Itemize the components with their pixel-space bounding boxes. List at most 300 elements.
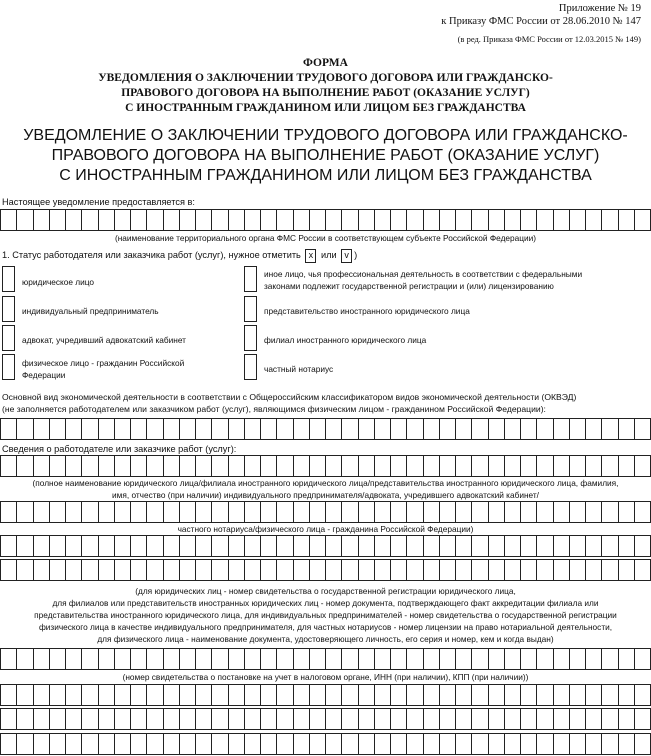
- char-cell[interactable]: [471, 455, 487, 477]
- char-cell[interactable]: [81, 535, 97, 557]
- char-cell[interactable]: [601, 418, 617, 440]
- char-cell[interactable]: [211, 501, 227, 523]
- char-cell[interactable]: [0, 648, 16, 670]
- char-cell[interactable]: [293, 535, 309, 557]
- char-cell[interactable]: [260, 708, 276, 730]
- char-cell[interactable]: [504, 455, 520, 477]
- char-cell[interactable]: [211, 559, 227, 581]
- char-cell[interactable]: [276, 733, 292, 755]
- char-cell[interactable]: [520, 559, 536, 581]
- char-cell[interactable]: [179, 455, 195, 477]
- char-cell[interactable]: [98, 733, 114, 755]
- char-cell[interactable]: [309, 535, 325, 557]
- char-cell[interactable]: [520, 684, 536, 706]
- char-cell[interactable]: [228, 684, 244, 706]
- char-cell[interactable]: [618, 559, 634, 581]
- char-cell[interactable]: [520, 733, 536, 755]
- char-cell[interactable]: [358, 418, 374, 440]
- checkbox-individual-entrepreneur[interactable]: [2, 296, 15, 322]
- char-cell[interactable]: [374, 684, 390, 706]
- char-cell[interactable]: [33, 684, 49, 706]
- char-cell[interactable]: [341, 559, 357, 581]
- char-cell[interactable]: [16, 733, 32, 755]
- char-cell[interactable]: [0, 535, 16, 557]
- char-cell[interactable]: [65, 501, 81, 523]
- char-cell[interactable]: [520, 455, 536, 477]
- char-cell[interactable]: [81, 418, 97, 440]
- char-cell[interactable]: [390, 501, 406, 523]
- employer-name-input-3[interactable]: [0, 535, 651, 557]
- char-cell[interactable]: [488, 501, 504, 523]
- char-cell[interactable]: [406, 559, 422, 581]
- registration-input-2[interactable]: [0, 648, 651, 670]
- char-cell[interactable]: [358, 648, 374, 670]
- char-cell[interactable]: [0, 684, 16, 706]
- char-cell[interactable]: [406, 455, 422, 477]
- char-cell[interactable]: [0, 418, 16, 440]
- checkbox-lawyer[interactable]: [2, 325, 15, 351]
- char-cell[interactable]: [244, 501, 260, 523]
- char-cell[interactable]: [260, 648, 276, 670]
- char-cell[interactable]: [390, 684, 406, 706]
- tax-input-1[interactable]: [0, 684, 651, 706]
- char-cell[interactable]: [309, 501, 325, 523]
- char-cell[interactable]: [49, 708, 65, 730]
- char-cell[interactable]: [406, 648, 422, 670]
- char-cell[interactable]: [276, 455, 292, 477]
- char-cell[interactable]: [163, 535, 179, 557]
- char-cell[interactable]: [358, 559, 374, 581]
- char-cell[interactable]: [553, 455, 569, 477]
- char-cell[interactable]: [309, 684, 325, 706]
- char-cell[interactable]: [553, 648, 569, 670]
- char-cell[interactable]: [439, 455, 455, 477]
- char-cell[interactable]: [553, 418, 569, 440]
- char-cell[interactable]: [374, 733, 390, 755]
- char-cell[interactable]: [49, 535, 65, 557]
- char-cell[interactable]: [81, 209, 97, 231]
- char-cell[interactable]: [390, 209, 406, 231]
- char-cell[interactable]: [471, 684, 487, 706]
- char-cell[interactable]: [244, 418, 260, 440]
- char-cell[interactable]: [276, 648, 292, 670]
- char-cell[interactable]: [423, 648, 439, 670]
- char-cell[interactable]: [179, 418, 195, 440]
- char-cell[interactable]: [16, 535, 32, 557]
- char-cell[interactable]: [49, 648, 65, 670]
- char-cell[interactable]: [146, 418, 162, 440]
- char-cell[interactable]: [504, 559, 520, 581]
- char-cell[interactable]: [585, 648, 601, 670]
- char-cell[interactable]: [195, 501, 211, 523]
- char-cell[interactable]: [488, 559, 504, 581]
- char-cell[interactable]: [634, 209, 651, 231]
- checkbox-notary[interactable]: [244, 354, 257, 380]
- char-cell[interactable]: [488, 418, 504, 440]
- char-cell[interactable]: [374, 418, 390, 440]
- char-cell[interactable]: [244, 535, 260, 557]
- char-cell[interactable]: [33, 535, 49, 557]
- char-cell[interactable]: [276, 708, 292, 730]
- char-cell[interactable]: [130, 418, 146, 440]
- char-cell[interactable]: [618, 648, 634, 670]
- char-cell[interactable]: [163, 501, 179, 523]
- char-cell[interactable]: [618, 535, 634, 557]
- char-cell[interactable]: [0, 455, 16, 477]
- char-cell[interactable]: [16, 501, 32, 523]
- char-cell[interactable]: [439, 708, 455, 730]
- char-cell[interactable]: [114, 733, 130, 755]
- char-cell[interactable]: [455, 501, 471, 523]
- char-cell[interactable]: [49, 559, 65, 581]
- char-cell[interactable]: [634, 559, 651, 581]
- char-cell[interactable]: [504, 708, 520, 730]
- char-cell[interactable]: [374, 535, 390, 557]
- char-cell[interactable]: [585, 733, 601, 755]
- checkbox-other-person[interactable]: [244, 266, 257, 292]
- char-cell[interactable]: [553, 708, 569, 730]
- char-cell[interactable]: [553, 559, 569, 581]
- char-cell[interactable]: [439, 648, 455, 670]
- char-cell[interactable]: [471, 708, 487, 730]
- char-cell[interactable]: [423, 535, 439, 557]
- char-cell[interactable]: [520, 501, 536, 523]
- char-cell[interactable]: [98, 501, 114, 523]
- char-cell[interactable]: [163, 684, 179, 706]
- char-cell[interactable]: [553, 684, 569, 706]
- char-cell[interactable]: [16, 559, 32, 581]
- char-cell[interactable]: [179, 733, 195, 755]
- char-cell[interactable]: [341, 648, 357, 670]
- char-cell[interactable]: [244, 708, 260, 730]
- char-cell[interactable]: [423, 684, 439, 706]
- char-cell[interactable]: [195, 455, 211, 477]
- char-cell[interactable]: [390, 559, 406, 581]
- char-cell[interactable]: [33, 733, 49, 755]
- char-cell[interactable]: [634, 708, 651, 730]
- char-cell[interactable]: [98, 559, 114, 581]
- char-cell[interactable]: [260, 209, 276, 231]
- registration-input-1[interactable]: [0, 559, 651, 581]
- char-cell[interactable]: [65, 733, 81, 755]
- char-cell[interactable]: [228, 418, 244, 440]
- char-cell[interactable]: [293, 708, 309, 730]
- char-cell[interactable]: [325, 418, 341, 440]
- char-cell[interactable]: [374, 501, 390, 523]
- char-cell[interactable]: [488, 733, 504, 755]
- char-cell[interactable]: [585, 535, 601, 557]
- char-cell[interactable]: [358, 455, 374, 477]
- char-cell[interactable]: [130, 559, 146, 581]
- char-cell[interactable]: [211, 209, 227, 231]
- char-cell[interactable]: [130, 708, 146, 730]
- char-cell[interactable]: [309, 648, 325, 670]
- char-cell[interactable]: [325, 559, 341, 581]
- checkbox-individual-citizen[interactable]: [2, 354, 15, 380]
- char-cell[interactable]: [81, 708, 97, 730]
- char-cell[interactable]: [98, 455, 114, 477]
- char-cell[interactable]: [536, 648, 552, 670]
- char-cell[interactable]: [585, 418, 601, 440]
- char-cell[interactable]: [49, 733, 65, 755]
- char-cell[interactable]: [406, 418, 422, 440]
- char-cell[interactable]: [163, 418, 179, 440]
- char-cell[interactable]: [325, 501, 341, 523]
- char-cell[interactable]: [390, 708, 406, 730]
- char-cell[interactable]: [244, 684, 260, 706]
- char-cell[interactable]: [16, 684, 32, 706]
- char-cell[interactable]: [146, 708, 162, 730]
- char-cell[interactable]: [228, 501, 244, 523]
- char-cell[interactable]: [81, 455, 97, 477]
- char-cell[interactable]: [390, 455, 406, 477]
- char-cell[interactable]: [195, 708, 211, 730]
- char-cell[interactable]: [114, 684, 130, 706]
- char-cell[interactable]: [601, 684, 617, 706]
- char-cell[interactable]: [260, 535, 276, 557]
- char-cell[interactable]: [195, 684, 211, 706]
- char-cell[interactable]: [585, 501, 601, 523]
- employer-name-input-2[interactable]: [0, 501, 651, 523]
- char-cell[interactable]: [439, 684, 455, 706]
- char-cell[interactable]: [569, 684, 585, 706]
- char-cell[interactable]: [81, 684, 97, 706]
- char-cell[interactable]: [163, 733, 179, 755]
- char-cell[interactable]: [341, 418, 357, 440]
- char-cell[interactable]: [390, 733, 406, 755]
- char-cell[interactable]: [374, 559, 390, 581]
- char-cell[interactable]: [309, 559, 325, 581]
- char-cell[interactable]: [195, 559, 211, 581]
- char-cell[interactable]: [146, 648, 162, 670]
- territorial-organ-input[interactable]: [0, 209, 651, 231]
- char-cell[interactable]: [211, 733, 227, 755]
- char-cell[interactable]: [33, 418, 49, 440]
- char-cell[interactable]: [536, 684, 552, 706]
- char-cell[interactable]: [0, 559, 16, 581]
- char-cell[interactable]: [358, 209, 374, 231]
- char-cell[interactable]: [98, 708, 114, 730]
- char-cell[interactable]: [16, 455, 32, 477]
- char-cell[interactable]: [423, 209, 439, 231]
- char-cell[interactable]: [536, 708, 552, 730]
- char-cell[interactable]: [520, 535, 536, 557]
- char-cell[interactable]: [585, 708, 601, 730]
- char-cell[interactable]: [634, 455, 651, 477]
- char-cell[interactable]: [179, 209, 195, 231]
- char-cell[interactable]: [585, 209, 601, 231]
- char-cell[interactable]: [634, 648, 651, 670]
- char-cell[interactable]: [260, 684, 276, 706]
- char-cell[interactable]: [49, 684, 65, 706]
- char-cell[interactable]: [0, 209, 16, 231]
- char-cell[interactable]: [601, 455, 617, 477]
- char-cell[interactable]: [406, 501, 422, 523]
- char-cell[interactable]: [455, 733, 471, 755]
- char-cell[interactable]: [374, 455, 390, 477]
- char-cell[interactable]: [244, 648, 260, 670]
- char-cell[interactable]: [471, 559, 487, 581]
- char-cell[interactable]: [455, 209, 471, 231]
- char-cell[interactable]: [98, 648, 114, 670]
- char-cell[interactable]: [293, 648, 309, 670]
- char-cell[interactable]: [211, 648, 227, 670]
- char-cell[interactable]: [341, 501, 357, 523]
- char-cell[interactable]: [423, 733, 439, 755]
- char-cell[interactable]: [406, 535, 422, 557]
- char-cell[interactable]: [471, 501, 487, 523]
- char-cell[interactable]: [536, 733, 552, 755]
- char-cell[interactable]: [244, 559, 260, 581]
- char-cell[interactable]: [520, 648, 536, 670]
- char-cell[interactable]: [65, 684, 81, 706]
- char-cell[interactable]: [471, 648, 487, 670]
- char-cell[interactable]: [211, 535, 227, 557]
- char-cell[interactable]: [601, 559, 617, 581]
- char-cell[interactable]: [520, 708, 536, 730]
- char-cell[interactable]: [504, 535, 520, 557]
- char-cell[interactable]: [98, 535, 114, 557]
- char-cell[interactable]: [81, 648, 97, 670]
- char-cell[interactable]: [276, 501, 292, 523]
- char-cell[interactable]: [309, 209, 325, 231]
- char-cell[interactable]: [114, 209, 130, 231]
- char-cell[interactable]: [536, 559, 552, 581]
- char-cell[interactable]: [618, 684, 634, 706]
- char-cell[interactable]: [276, 559, 292, 581]
- char-cell[interactable]: [618, 708, 634, 730]
- char-cell[interactable]: [163, 455, 179, 477]
- char-cell[interactable]: [244, 455, 260, 477]
- char-cell[interactable]: [33, 501, 49, 523]
- char-cell[interactable]: [65, 455, 81, 477]
- char-cell[interactable]: [553, 209, 569, 231]
- char-cell[interactable]: [309, 708, 325, 730]
- char-cell[interactable]: [146, 455, 162, 477]
- char-cell[interactable]: [228, 648, 244, 670]
- char-cell[interactable]: [504, 648, 520, 670]
- char-cell[interactable]: [601, 733, 617, 755]
- char-cell[interactable]: [406, 708, 422, 730]
- char-cell[interactable]: [406, 684, 422, 706]
- char-cell[interactable]: [163, 559, 179, 581]
- char-cell[interactable]: [585, 559, 601, 581]
- char-cell[interactable]: [390, 648, 406, 670]
- char-cell[interactable]: [211, 684, 227, 706]
- char-cell[interactable]: [163, 209, 179, 231]
- char-cell[interactable]: [504, 733, 520, 755]
- char-cell[interactable]: [244, 209, 260, 231]
- char-cell[interactable]: [439, 418, 455, 440]
- char-cell[interactable]: [309, 455, 325, 477]
- char-cell[interactable]: [228, 708, 244, 730]
- char-cell[interactable]: [260, 733, 276, 755]
- employer-name-input-1[interactable]: [0, 455, 651, 477]
- char-cell[interactable]: [439, 501, 455, 523]
- char-cell[interactable]: [114, 708, 130, 730]
- char-cell[interactable]: [16, 648, 32, 670]
- char-cell[interactable]: [65, 418, 81, 440]
- char-cell[interactable]: [163, 648, 179, 670]
- char-cell[interactable]: [195, 733, 211, 755]
- char-cell[interactable]: [585, 684, 601, 706]
- char-cell[interactable]: [228, 733, 244, 755]
- char-cell[interactable]: [130, 501, 146, 523]
- checkbox-branch[interactable]: [244, 325, 257, 351]
- char-cell[interactable]: [49, 418, 65, 440]
- char-cell[interactable]: [358, 535, 374, 557]
- char-cell[interactable]: [341, 733, 357, 755]
- char-cell[interactable]: [146, 733, 162, 755]
- char-cell[interactable]: [260, 455, 276, 477]
- char-cell[interactable]: [276, 535, 292, 557]
- char-cell[interactable]: [471, 535, 487, 557]
- char-cell[interactable]: [325, 455, 341, 477]
- char-cell[interactable]: [179, 535, 195, 557]
- char-cell[interactable]: [455, 648, 471, 670]
- char-cell[interactable]: [618, 418, 634, 440]
- char-cell[interactable]: [65, 209, 81, 231]
- char-cell[interactable]: [406, 209, 422, 231]
- char-cell[interactable]: [536, 501, 552, 523]
- char-cell[interactable]: [618, 455, 634, 477]
- char-cell[interactable]: [471, 418, 487, 440]
- char-cell[interactable]: [585, 455, 601, 477]
- char-cell[interactable]: [634, 684, 651, 706]
- char-cell[interactable]: [146, 535, 162, 557]
- char-cell[interactable]: [488, 535, 504, 557]
- char-cell[interactable]: [130, 648, 146, 670]
- char-cell[interactable]: [423, 559, 439, 581]
- char-cell[interactable]: [618, 209, 634, 231]
- char-cell[interactable]: [341, 209, 357, 231]
- char-cell[interactable]: [293, 501, 309, 523]
- char-cell[interactable]: [569, 209, 585, 231]
- char-cell[interactable]: [33, 209, 49, 231]
- char-cell[interactable]: [601, 648, 617, 670]
- char-cell[interactable]: [49, 501, 65, 523]
- char-cell[interactable]: [114, 535, 130, 557]
- char-cell[interactable]: [423, 418, 439, 440]
- char-cell[interactable]: [130, 535, 146, 557]
- char-cell[interactable]: [293, 455, 309, 477]
- char-cell[interactable]: [293, 418, 309, 440]
- char-cell[interactable]: [358, 733, 374, 755]
- char-cell[interactable]: [146, 559, 162, 581]
- char-cell[interactable]: [341, 455, 357, 477]
- char-cell[interactable]: [81, 733, 97, 755]
- char-cell[interactable]: [439, 535, 455, 557]
- char-cell[interactable]: [33, 559, 49, 581]
- char-cell[interactable]: [455, 559, 471, 581]
- char-cell[interactable]: [325, 648, 341, 670]
- char-cell[interactable]: [536, 418, 552, 440]
- char-cell[interactable]: [439, 559, 455, 581]
- tax-input-2[interactable]: [0, 708, 651, 730]
- checkbox-representative-office[interactable]: [244, 296, 257, 322]
- char-cell[interactable]: [423, 708, 439, 730]
- char-cell[interactable]: [81, 501, 97, 523]
- char-cell[interactable]: [488, 455, 504, 477]
- char-cell[interactable]: [228, 209, 244, 231]
- char-cell[interactable]: [114, 559, 130, 581]
- char-cell[interactable]: [553, 501, 569, 523]
- char-cell[interactable]: [195, 648, 211, 670]
- char-cell[interactable]: [488, 209, 504, 231]
- char-cell[interactable]: [504, 209, 520, 231]
- char-cell[interactable]: [146, 684, 162, 706]
- char-cell[interactable]: [634, 535, 651, 557]
